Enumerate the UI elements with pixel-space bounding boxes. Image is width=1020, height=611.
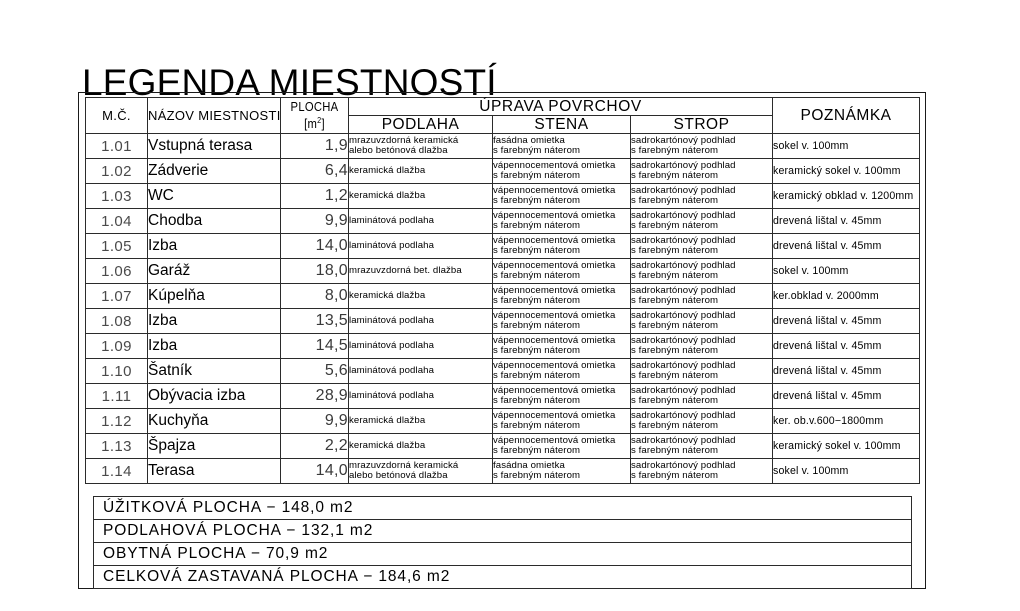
cell-room-area: [281, 384, 349, 409]
cell-ceiling-finish-line-1: sadrokartónový podhlad: [631, 209, 736, 221]
cell-ceiling-finish-line-2: s farebným náterom: [631, 145, 719, 156]
cell-wall-finish-line-1: vápennocementová omietka: [493, 184, 616, 196]
cell-floor-finish: [349, 409, 493, 434]
cell-room-area-line-1: 18,0: [315, 262, 348, 279]
cell-floor-finish-line-1: keramická dlažba: [349, 289, 426, 301]
cell-room-name: [148, 359, 281, 384]
table-row: [86, 309, 920, 334]
cell-room-area-line-1: 14,5: [315, 337, 348, 354]
cell-wall-finish-line-2: s farebným náterom: [493, 145, 581, 156]
cell-floor-finish-line-1: laminátová podlaha: [349, 339, 435, 351]
cell-ceiling-finish-line-1: sadrokartónový podhlad: [631, 284, 736, 296]
cell-room-name: [148, 184, 281, 209]
cell-note-line-1: sokel v. 100mm: [773, 140, 849, 152]
cell-wall-finish-line-2: s farebným náterom: [493, 395, 581, 406]
cell-ceiling-finish: [631, 334, 773, 359]
table-row: [86, 334, 920, 359]
cell-room-name-line-1: Kuchyňa: [148, 412, 209, 429]
cell-room-name: [148, 209, 281, 234]
cell-note-line-1: drevená lištal v. 45mm: [773, 365, 882, 377]
cell-ceiling-finish-line-1: sadrokartónový podhlad: [631, 259, 736, 271]
cell-wall-finish: [493, 459, 631, 484]
summary-line: CELKOVÁ ZASTAVANÁ PLOCHA − 184,6 m2: [94, 566, 912, 589]
cell-wall-finish-line-2: s farebným náterom: [493, 445, 581, 456]
cell-wall-finish-line-1: vápennocementová omietka: [493, 334, 616, 346]
cell-ceiling-finish-line-2: s farebným náterom: [631, 195, 719, 206]
cell-ceiling-finish-line-1: sadrokartónový podhlad: [631, 409, 736, 421]
cell-floor-finish: [349, 434, 493, 459]
cell-room-name-line-1: Chodba: [148, 212, 203, 229]
cell-wall-finish-line-1: vápennocementová omietka: [493, 409, 616, 421]
cell-room-name: [148, 234, 281, 259]
column-header-note: POZNÁMKA: [773, 98, 920, 134]
cell-note-line-1: ker.obklad v. 2000mm: [773, 290, 879, 302]
cell-room-number: [86, 384, 148, 409]
cell-ceiling-finish-line-2: s farebným náterom: [631, 320, 719, 331]
cell-note: [773, 184, 920, 209]
cell-room-area-line-1: 14,0: [315, 237, 348, 254]
column-header-area-unit: $[m^2]$: [304, 115, 325, 132]
cell-room-name-line-1: Špajza: [148, 437, 196, 454]
cell-room-name-line-1: Šatník: [148, 362, 192, 379]
cell-note-line-1: keramický sokel v. 100mm: [773, 165, 901, 177]
cell-room-area-line-1: 9,9: [324, 412, 348, 429]
cell-wall-finish: [493, 309, 631, 334]
cell-wall-finish-line-1: vápennocementová omietka: [493, 359, 616, 371]
cell-room-name-line-1: Izba: [148, 237, 178, 254]
cell-wall-finish-line-2: s farebným náterom: [493, 470, 581, 481]
cell-wall-finish: [493, 284, 631, 309]
cell-floor-finish-line-1: keramická dlažba: [349, 439, 426, 451]
cell-room-name-line-1: Terasa: [148, 462, 195, 479]
area-summary-table: [93, 496, 912, 589]
cell-room-name-line-1: Obývacia izba: [148, 387, 246, 404]
cell-note-line-1: drevená lištal v. 45mm: [773, 315, 882, 327]
cell-room-number-line-1: 1.06: [101, 262, 132, 280]
summary-row: [94, 520, 912, 543]
column-header-wall: STENA: [493, 116, 631, 134]
cell-floor-finish: [349, 209, 493, 234]
cell-room-area: [281, 334, 349, 359]
cell-wall-finish: [493, 359, 631, 384]
cell-room-name-line-1: Kúpelňa: [148, 287, 205, 304]
cell-ceiling-finish-line-2: s farebným náterom: [631, 370, 719, 381]
cell-ceiling-finish: [631, 209, 773, 234]
summary-line: OBYTNÁ PLOCHA − 70,9 m2: [94, 543, 912, 566]
cell-room-area: [281, 184, 349, 209]
cell-wall-finish-line-1: vápennocementová omietka: [493, 434, 616, 446]
cell-room-number: [86, 309, 148, 334]
cell-room-area-line-1: 5,6: [324, 362, 348, 379]
cell-ceiling-finish-line-1: sadrokartónový podhlad: [631, 459, 736, 471]
cell-room-number: [86, 409, 148, 434]
cell-floor-finish-line-1: keramická dlažba: [349, 189, 426, 201]
cell-ceiling-finish-line-1: sadrokartónový podhlad: [631, 184, 736, 196]
cell-wall-finish-line-1: vápennocementová omietka: [493, 384, 616, 396]
table-row: [86, 359, 920, 384]
table-row: [86, 184, 920, 209]
cell-wall-finish-line-2: s farebným náterom: [493, 195, 581, 206]
cell-room-name: [148, 259, 281, 284]
cell-room-number-line-1: 1.10: [101, 362, 132, 380]
cell-ceiling-finish: [631, 134, 773, 159]
cell-room-number-line-1: 1.05: [101, 237, 132, 255]
cell-room-area: [281, 234, 349, 259]
cell-room-name-line-1: Vstupná terasa: [148, 137, 253, 154]
cell-wall-finish-line-1: vápennocementová omietka: [493, 309, 616, 321]
cell-note: [773, 434, 920, 459]
cell-room-number: [86, 134, 148, 159]
cell-note-line-1: sokel v. 100mm: [773, 265, 849, 277]
cell-wall-finish: [493, 134, 631, 159]
cell-ceiling-finish: [631, 159, 773, 184]
column-header-room-number: [86, 98, 148, 134]
cell-ceiling-finish: [631, 259, 773, 284]
cell-room-area: [281, 134, 349, 159]
cell-floor-finish-line-1: laminátová podlaha: [349, 239, 435, 251]
cell-ceiling-finish-line-1: sadrokartónový podhlad: [631, 359, 736, 371]
cell-room-name: [148, 334, 281, 359]
summary-row: [94, 543, 912, 566]
table-row: [86, 159, 920, 184]
cell-note: [773, 459, 920, 484]
cell-note-line-1: drevená lištal v. 45mm: [773, 340, 882, 352]
cell-room-number-line-1: 1.09: [101, 337, 132, 355]
cell-room-area-line-1: 8,0: [324, 287, 348, 304]
cell-room-number-line-1: 1.08: [101, 312, 132, 330]
cell-wall-finish: [493, 409, 631, 434]
cell-ceiling-finish-line-1: sadrokartónový podhlad: [631, 334, 736, 346]
cell-ceiling-finish: [631, 234, 773, 259]
cell-room-area: [281, 209, 349, 234]
cell-room-area: [281, 434, 349, 459]
cell-room-number: [86, 434, 148, 459]
cell-room-area: [281, 159, 349, 184]
cell-wall-finish-line-2: s farebným náterom: [493, 370, 581, 381]
cell-ceiling-finish-line-2: s farebným náterom: [631, 170, 719, 181]
cell-ceiling-finish: [631, 459, 773, 484]
cell-room-area: [281, 284, 349, 309]
cell-note: [773, 259, 920, 284]
cell-floor-finish-line-2: alebo betónová dlažba: [349, 470, 448, 481]
cell-room-area: [281, 359, 349, 384]
cell-room-name-line-1: Izba: [148, 312, 178, 329]
cell-wall-finish-line-2: s farebným náterom: [493, 270, 581, 281]
cell-floor-finish-line-1: keramická dlažba: [349, 414, 426, 426]
cell-floor-finish-line-1: keramická dlažba: [349, 164, 426, 176]
cell-wall-finish: [493, 184, 631, 209]
cell-ceiling-finish-line-2: s farebným náterom: [631, 395, 719, 406]
cell-wall-finish: [493, 334, 631, 359]
cell-room-area-line-1: 14,0: [315, 462, 348, 479]
cell-ceiling-finish-line-2: s farebným náterom: [631, 220, 719, 231]
cell-floor-finish-line-1: laminátová podlaha: [349, 314, 435, 326]
summary-line: ÚŽITKOVÁ PLOCHA − 148,0 m2: [94, 497, 912, 520]
area-summary-body: [94, 497, 912, 589]
cell-room-number-line-1: 1.04: [101, 212, 132, 230]
cell-room-area: [281, 409, 349, 434]
table-row: [86, 259, 920, 284]
cell-room-name: [148, 409, 281, 434]
cell-room-number-line-1: 1.02: [101, 162, 132, 180]
cell-room-name-line-1: Izba: [148, 337, 178, 354]
cell-note: [773, 234, 920, 259]
table-row: [86, 209, 920, 234]
table-header: [86, 98, 920, 134]
cell-note-line-1: ker. ob.v.600−1800mm: [773, 415, 884, 427]
cell-ceiling-finish: [631, 359, 773, 384]
cell-wall-finish-line-1: fasádna omietka: [493, 134, 565, 146]
cell-room-name-line-1: Garáž: [148, 262, 191, 279]
cell-floor-finish: [349, 384, 493, 409]
cell-wall-finish: [493, 259, 631, 284]
cell-ceiling-finish-line-1: sadrokartónový podhlad: [631, 159, 736, 171]
cell-ceiling-finish: [631, 184, 773, 209]
column-header-floor: PODLAHA: [349, 116, 493, 134]
cell-floor-finish: [349, 184, 493, 209]
cell-ceiling-finish: [631, 284, 773, 309]
cell-room-number-line-1: 1.03: [101, 187, 132, 205]
cell-note: [773, 409, 920, 434]
cell-floor-finish: [349, 259, 493, 284]
summary-line: PODLAHOVÁ PLOCHA − 132,1 m2: [94, 520, 912, 543]
cell-room-number-line-1: 1.07: [101, 287, 132, 305]
cell-ceiling-finish: [631, 384, 773, 409]
cell-room-area-line-1: 1,2: [324, 187, 348, 204]
cell-note-line-1: keramický sokel v. 100mm: [773, 440, 901, 452]
cell-ceiling-finish-line-2: s farebným náterom: [631, 245, 719, 256]
cell-ceiling-finish-line-2: s farebným náterom: [631, 270, 719, 281]
cell-floor-finish-line-1: laminátová podlaha: [349, 214, 435, 226]
cell-note: [773, 384, 920, 409]
cell-ceiling-finish: [631, 309, 773, 334]
cell-floor-finish: [349, 234, 493, 259]
cell-wall-finish: [493, 159, 631, 184]
cell-wall-finish: [493, 384, 631, 409]
cell-room-area-line-1: 13,5: [315, 312, 348, 329]
cell-floor-finish-line-1: mrazuvzdorná bet. dlažba: [349, 264, 462, 276]
cell-wall-finish-line-2: s farebným náterom: [493, 170, 581, 181]
cell-room-area-line-1: 28,9: [315, 387, 348, 404]
column-header-surface-group: ÚPRAVA POVRCHOV: [349, 98, 773, 116]
cell-wall-finish-line-2: s farebným náterom: [493, 420, 581, 431]
cell-note: [773, 209, 920, 234]
cell-floor-finish-line-2: alebo betónová dlažba: [349, 145, 448, 156]
header-row-top: [86, 98, 920, 116]
cell-note: [773, 334, 920, 359]
cell-wall-finish-line-1: vápennocementová omietka: [493, 259, 616, 271]
cell-room-name: [148, 459, 281, 484]
cell-note: [773, 159, 920, 184]
cell-floor-finish: [349, 284, 493, 309]
cell-floor-finish: [349, 459, 493, 484]
cell-wall-finish-line-2: s farebným náterom: [493, 295, 581, 306]
cell-room-area-line-1: 2,2: [324, 437, 348, 454]
cell-ceiling-finish-line-2: s farebným náterom: [631, 345, 719, 356]
table-row: [86, 434, 920, 459]
cell-wall-finish: [493, 434, 631, 459]
cell-ceiling-finish-line-1: sadrokartónový podhlad: [631, 309, 736, 321]
cell-ceiling-finish-line-1: sadrokartónový podhlad: [631, 434, 736, 446]
cell-floor-finish: [349, 134, 493, 159]
cell-floor-finish-line-1: laminátová podlaha: [349, 364, 435, 376]
table-row: [86, 134, 920, 159]
table-row: [86, 459, 920, 484]
cell-ceiling-finish-line-1: sadrokartónový podhlad: [631, 234, 736, 246]
cell-wall-finish: [493, 234, 631, 259]
cell-room-number-line-1: 1.12: [101, 412, 132, 430]
table-row: [86, 234, 920, 259]
cell-room-area: [281, 259, 349, 284]
cell-room-name: [148, 159, 281, 184]
table-row: [86, 384, 920, 409]
cell-room-number-line-1: 1.14: [101, 462, 132, 480]
cell-room-number: [86, 209, 148, 234]
cell-room-area: [281, 459, 349, 484]
cell-floor-finish-line-1: mrazuvzdorná keramická: [349, 134, 459, 146]
cell-room-name-line-1: WC: [148, 187, 174, 204]
cell-room-name: [148, 434, 281, 459]
cell-ceiling-finish-line-2: s farebným náterom: [631, 420, 719, 431]
cell-room-name: [148, 284, 281, 309]
cell-floor-finish: [349, 159, 493, 184]
room-legend-table: [85, 97, 920, 484]
cell-ceiling-finish-line-2: s farebným náterom: [631, 295, 719, 306]
cell-wall-finish-line-1: vápennocementová omietka: [493, 209, 616, 221]
cell-note-line-1: drevená lištal v. 45mm: [773, 240, 882, 252]
table-body: [86, 134, 920, 484]
cell-room-number: [86, 159, 148, 184]
cell-note-line-1: keramický obklad v. 1200mm: [773, 190, 914, 202]
cell-note-line-1: drevená lištal v. 45mm: [773, 390, 882, 402]
column-header-room-name: [148, 98, 281, 134]
column-header-room-number-label: M.Č.: [102, 107, 131, 123]
cell-ceiling-finish-line-2: s farebným náterom: [631, 470, 719, 481]
column-header-room-name-label: NÁZOV MIESTNOSTI: [148, 107, 281, 123]
column-header-area-label: PLOCHA: [290, 99, 339, 114]
cell-wall-finish: [493, 209, 631, 234]
cell-floor-finish-line-1: laminátová podlaha: [349, 389, 435, 401]
cell-wall-finish-line-1: vápennocementová omietka: [493, 284, 616, 296]
cell-room-name: [148, 384, 281, 409]
cell-room-name: [148, 134, 281, 159]
cell-wall-finish-line-1: vápennocementová omietka: [493, 234, 616, 246]
cell-wall-finish-line-2: s farebným náterom: [493, 320, 581, 331]
cell-wall-finish-line-1: fasádna omietka: [493, 459, 565, 471]
cell-wall-finish-line-2: s farebným náterom: [493, 245, 581, 256]
cell-room-number: [86, 234, 148, 259]
cell-room-number: [86, 359, 148, 384]
column-header-area: [281, 98, 349, 134]
cell-room-number: [86, 259, 148, 284]
cell-note: [773, 309, 920, 334]
cell-ceiling-finish-line-1: sadrokartónový podhlad: [631, 384, 736, 396]
cell-room-area: [281, 309, 349, 334]
cell-room-number: [86, 284, 148, 309]
cell-room-number-line-1: 1.11: [101, 387, 132, 405]
cell-room-number: [86, 459, 148, 484]
table-row: [86, 409, 920, 434]
page-title: LEGENDA MIESTNOSTÍ: [82, 61, 497, 103]
cell-ceiling-finish: [631, 409, 773, 434]
cell-ceiling-finish-line-2: s farebným náterom: [631, 445, 719, 456]
cell-room-area-line-1: 1,9: [324, 137, 348, 154]
cell-note: [773, 359, 920, 384]
cell-ceiling-finish-line-1: sadrokartónový podhlad: [631, 134, 736, 146]
cell-wall-finish-line-2: s farebným náterom: [493, 345, 581, 356]
cell-ceiling-finish: [631, 434, 773, 459]
cell-floor-finish: [349, 359, 493, 384]
cell-note: [773, 134, 920, 159]
cell-note-line-1: sokel v. 100mm: [773, 465, 849, 477]
cell-room-name: [148, 309, 281, 334]
cell-room-number: [86, 184, 148, 209]
cell-room-number-line-1: 1.01: [101, 137, 132, 155]
column-header-ceiling: STROP: [631, 116, 773, 134]
cell-room-area-line-1: 6,4: [324, 162, 348, 179]
cell-floor-finish-line-1: mrazuvzdorná keramická: [349, 459, 459, 471]
cell-room-number-line-1: 1.13: [101, 437, 132, 455]
cell-floor-finish: [349, 309, 493, 334]
cell-wall-finish-line-1: vápennocementová omietka: [493, 159, 616, 171]
summary-row: [94, 497, 912, 520]
summary-row: [94, 566, 912, 589]
cell-wall-finish-line-2: s farebným náterom: [493, 220, 581, 231]
cell-room-area-line-1: 9,9: [324, 212, 348, 229]
cell-room-number: [86, 334, 148, 359]
cell-note-line-1: drevená lištal v. 45mm: [773, 215, 882, 227]
cell-floor-finish: [349, 334, 493, 359]
cell-note: [773, 284, 920, 309]
cell-room-name-line-1: Zádverie: [148, 162, 209, 179]
table-row: [86, 284, 920, 309]
